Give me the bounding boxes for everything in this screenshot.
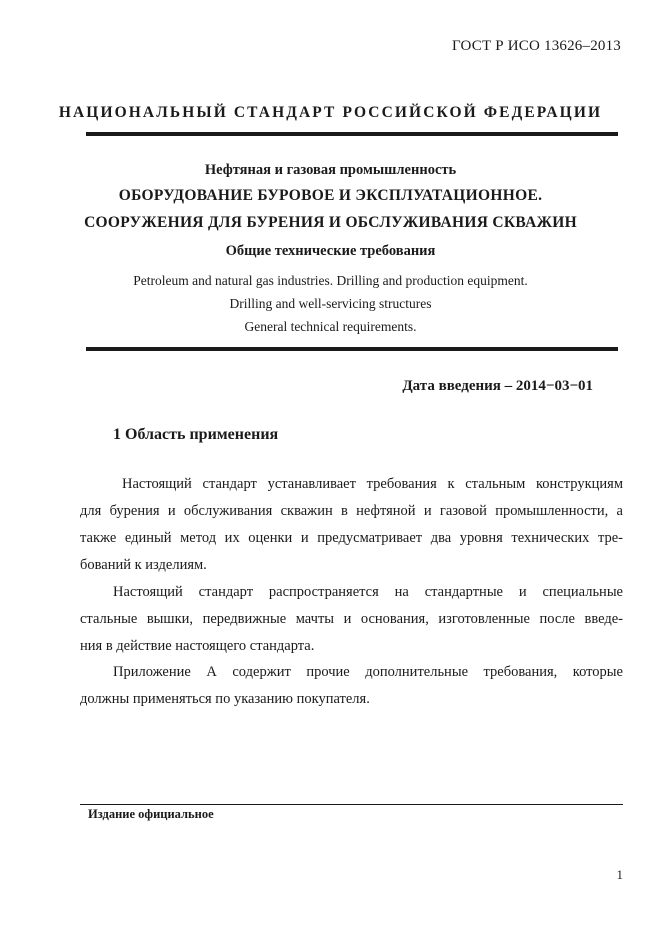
english-title-line-2: Drilling and well-servicing structures [229, 296, 432, 311]
paragraph-line: бований к изделиям. [80, 557, 207, 573]
date-of-introduction: Дата введения – 2014−03−01 [402, 378, 593, 394]
gost-number: ГОСТ Р ИСО 13626–2013 [452, 38, 621, 54]
page-number: 1 [616, 867, 623, 882]
paragraph-line: ния в действие настоящего стандарта. [80, 638, 315, 654]
english-title-line-3: General technical requirements. [244, 319, 417, 334]
requirements-subtitle: Общие технические требования [225, 243, 436, 259]
section-heading: 1 Область применения [113, 426, 279, 443]
paragraph-line: Настоящий стандарт устанавливает требования к стальным конструкциям [122, 476, 623, 492]
paragraph-line: должны применяться по указанию покупателя. [80, 691, 370, 707]
document-title-line-1: ОБОРУДОВАНИЕ БУРОВОЕ И ЭКСПЛУАТАЦИОННОЕ. [118, 187, 543, 204]
paragraph-line: стальные вышки, передвижные мачты и основания, изготовленные после введе- [80, 611, 623, 627]
top-divider [86, 132, 618, 136]
document-title-line-2: СООРУЖЕНИЯ ДЛЯ БУРЕНИЯ И ОБСЛУЖИВАНИЯ СКВАЖИН [84, 214, 577, 231]
english-title-line-1: Petroleum and natural gas industries. Drilling and production equipment. [133, 273, 528, 288]
paragraph-line: также единый метод их оценки и предусматривает два уровня технических тре- [80, 530, 623, 546]
footer-divider [80, 804, 623, 805]
edition-label: Издание официальное [88, 807, 214, 821]
bottom-divider [86, 347, 618, 351]
paragraph-line: Настоящий стандарт распространяется на стандартные и специальные [113, 584, 623, 600]
paragraph-line: Приложение А содержит прочие дополнительные требования, которые [113, 664, 623, 680]
paragraph-line: для бурения и обслуживания скважин в нефтяной и газовой промышленности, а [80, 503, 623, 519]
national-standard-title: НАЦИОНАЛЬНЫЙ СТАНДАРТ РОССИЙСКОЙ ФЕДЕРАЦИИ [58, 104, 603, 121]
industry-subtitle: Нефтяная и газовая промышленность [204, 162, 457, 178]
